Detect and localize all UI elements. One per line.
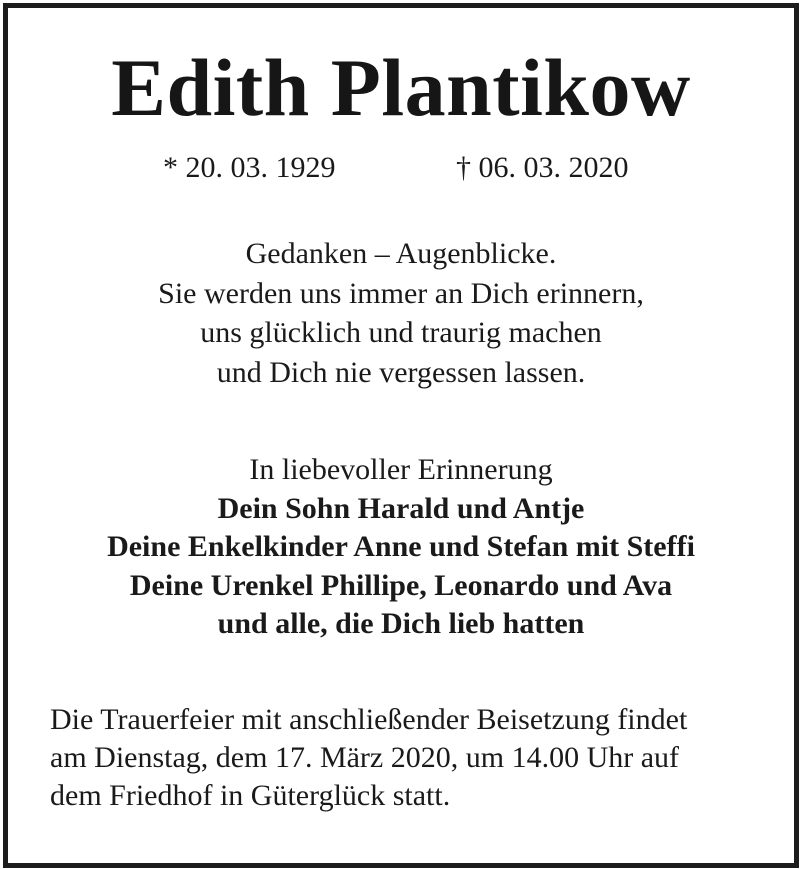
poem-line: uns glücklich und traurig machen <box>200 316 602 349</box>
poem-line: und Dich nie vergessen lassen. <box>216 355 586 389</box>
notice-line: am Dienstag, dem 17. März 2020, um 14.00 Uhr auf <box>50 741 680 774</box>
signoff-intro: In liebevoller Erinnerung <box>249 453 553 486</box>
mourner-line: Deine Enkelkinder Anne und Stefan mit Steffi <box>107 530 695 563</box>
life-dates <box>8 148 794 188</box>
notice-line: dem Friedhof in Güterglück statt. <box>50 779 451 812</box>
obituary-frame <box>3 3 799 868</box>
deceased-name: Edith Plantikow <box>111 42 691 133</box>
notice-line: Die Trauerfeier mit anschließender Beisetzung findet <box>50 703 688 736</box>
mourner-line: Dein Sohn Harald und Antje <box>217 491 585 525</box>
mourner-line: Deine Urenkel Phillipe, Leonardo und Ava <box>129 568 673 602</box>
memorial-poem <box>8 234 794 392</box>
funeral-notice <box>50 701 687 815</box>
birth-date: * 20. 03. 1929 <box>163 151 336 184</box>
poem-line: Sie werden uns immer an Dich erinnern, <box>158 276 644 310</box>
death-date: † 06. 03. 2020 <box>456 151 629 184</box>
family-signoff <box>8 451 794 644</box>
mourner-line: und alle, die Dich lieb hatten <box>217 607 585 640</box>
poem-line: Gedanken – Augenblicke. <box>245 237 557 270</box>
